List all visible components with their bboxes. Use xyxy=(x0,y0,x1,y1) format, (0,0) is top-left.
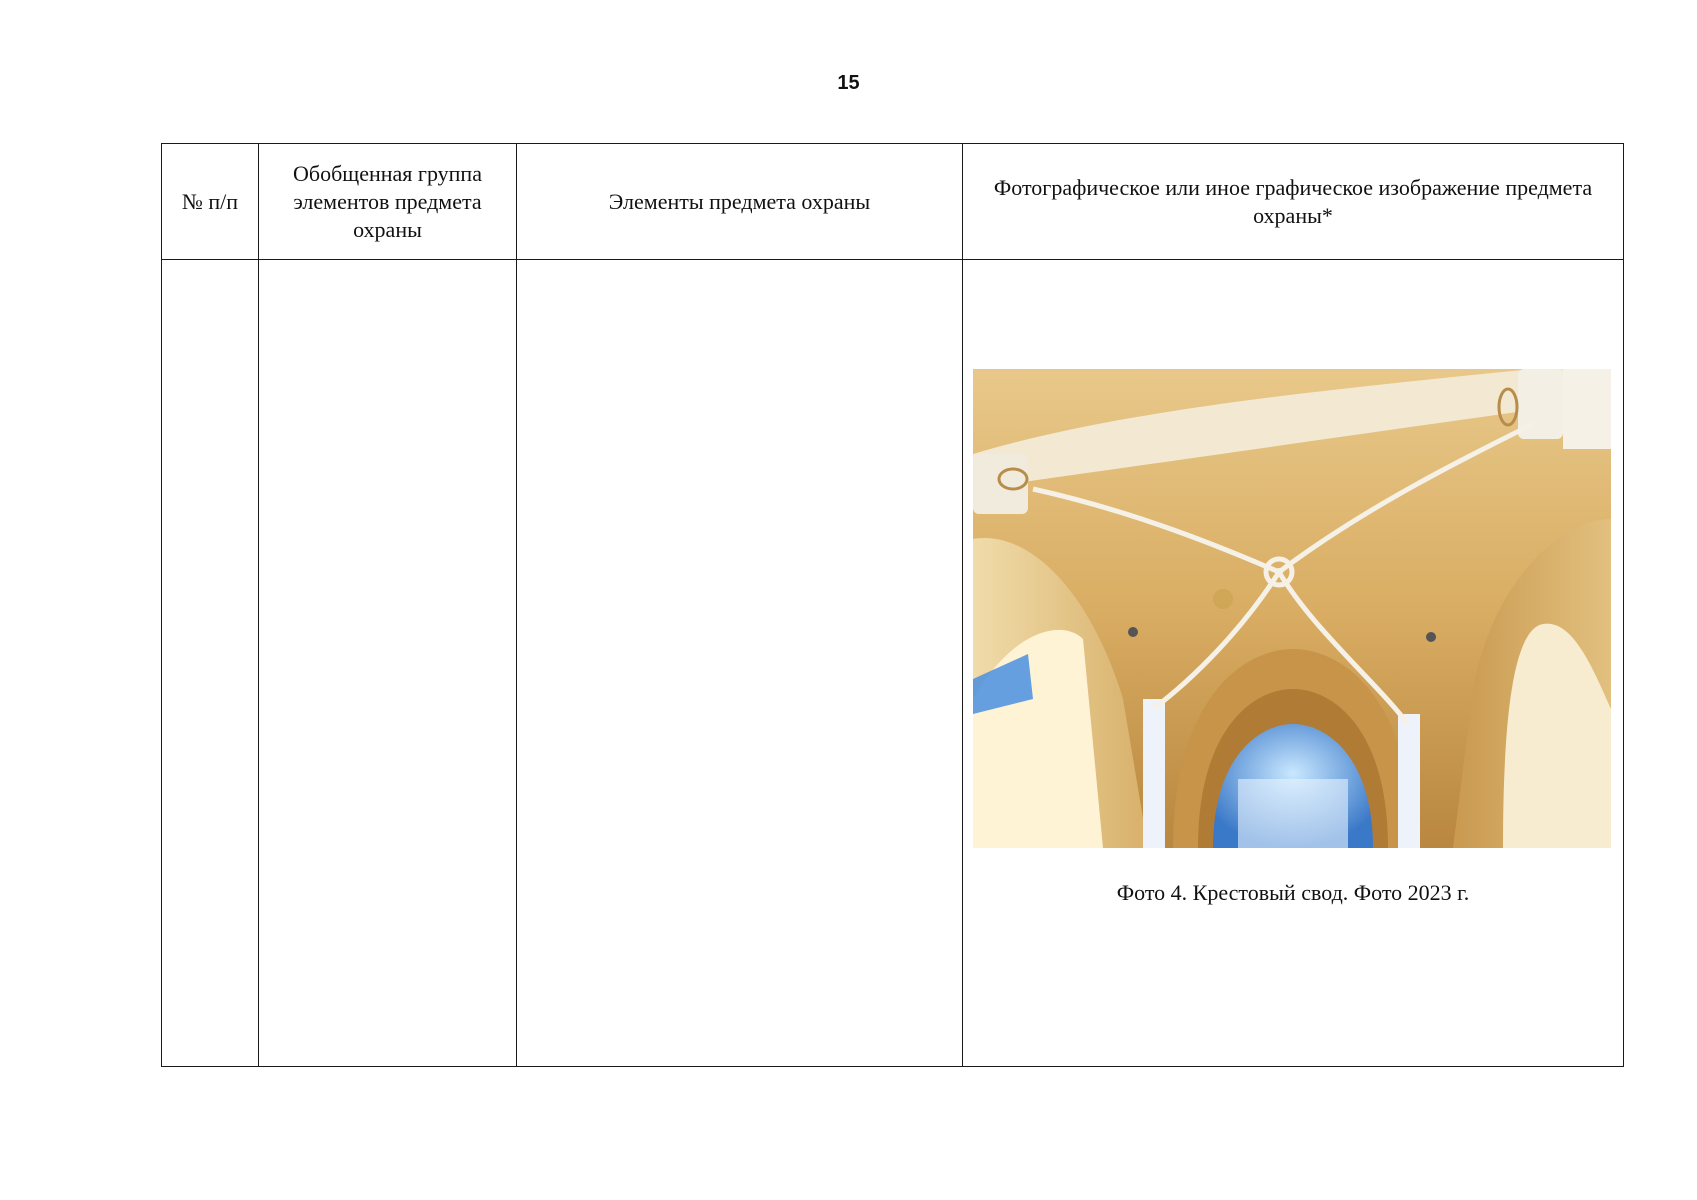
header-num: № п/п xyxy=(162,144,259,260)
vault-photo xyxy=(973,369,1611,848)
photo-caption: Фото 4. Крестовый свод. Фото 2023 г. xyxy=(1116,880,1470,905)
table-row xyxy=(162,260,1624,1067)
header-group: Обобщенная группа элементов предмета охраны xyxy=(259,144,517,260)
cross-vault-photo xyxy=(973,369,1611,848)
cell-image xyxy=(963,260,1624,1067)
table-header-row xyxy=(162,144,1624,260)
page-number: 15 xyxy=(837,72,860,94)
cell-group xyxy=(259,260,517,1067)
protection-table xyxy=(161,143,1624,1067)
header-image: Фотографическое или иное графическое изображение предмета охраны* xyxy=(963,144,1624,260)
cell-num xyxy=(162,260,259,1067)
cell-elements xyxy=(517,260,963,1067)
header-elements: Элементы предмета охраны xyxy=(517,144,963,260)
